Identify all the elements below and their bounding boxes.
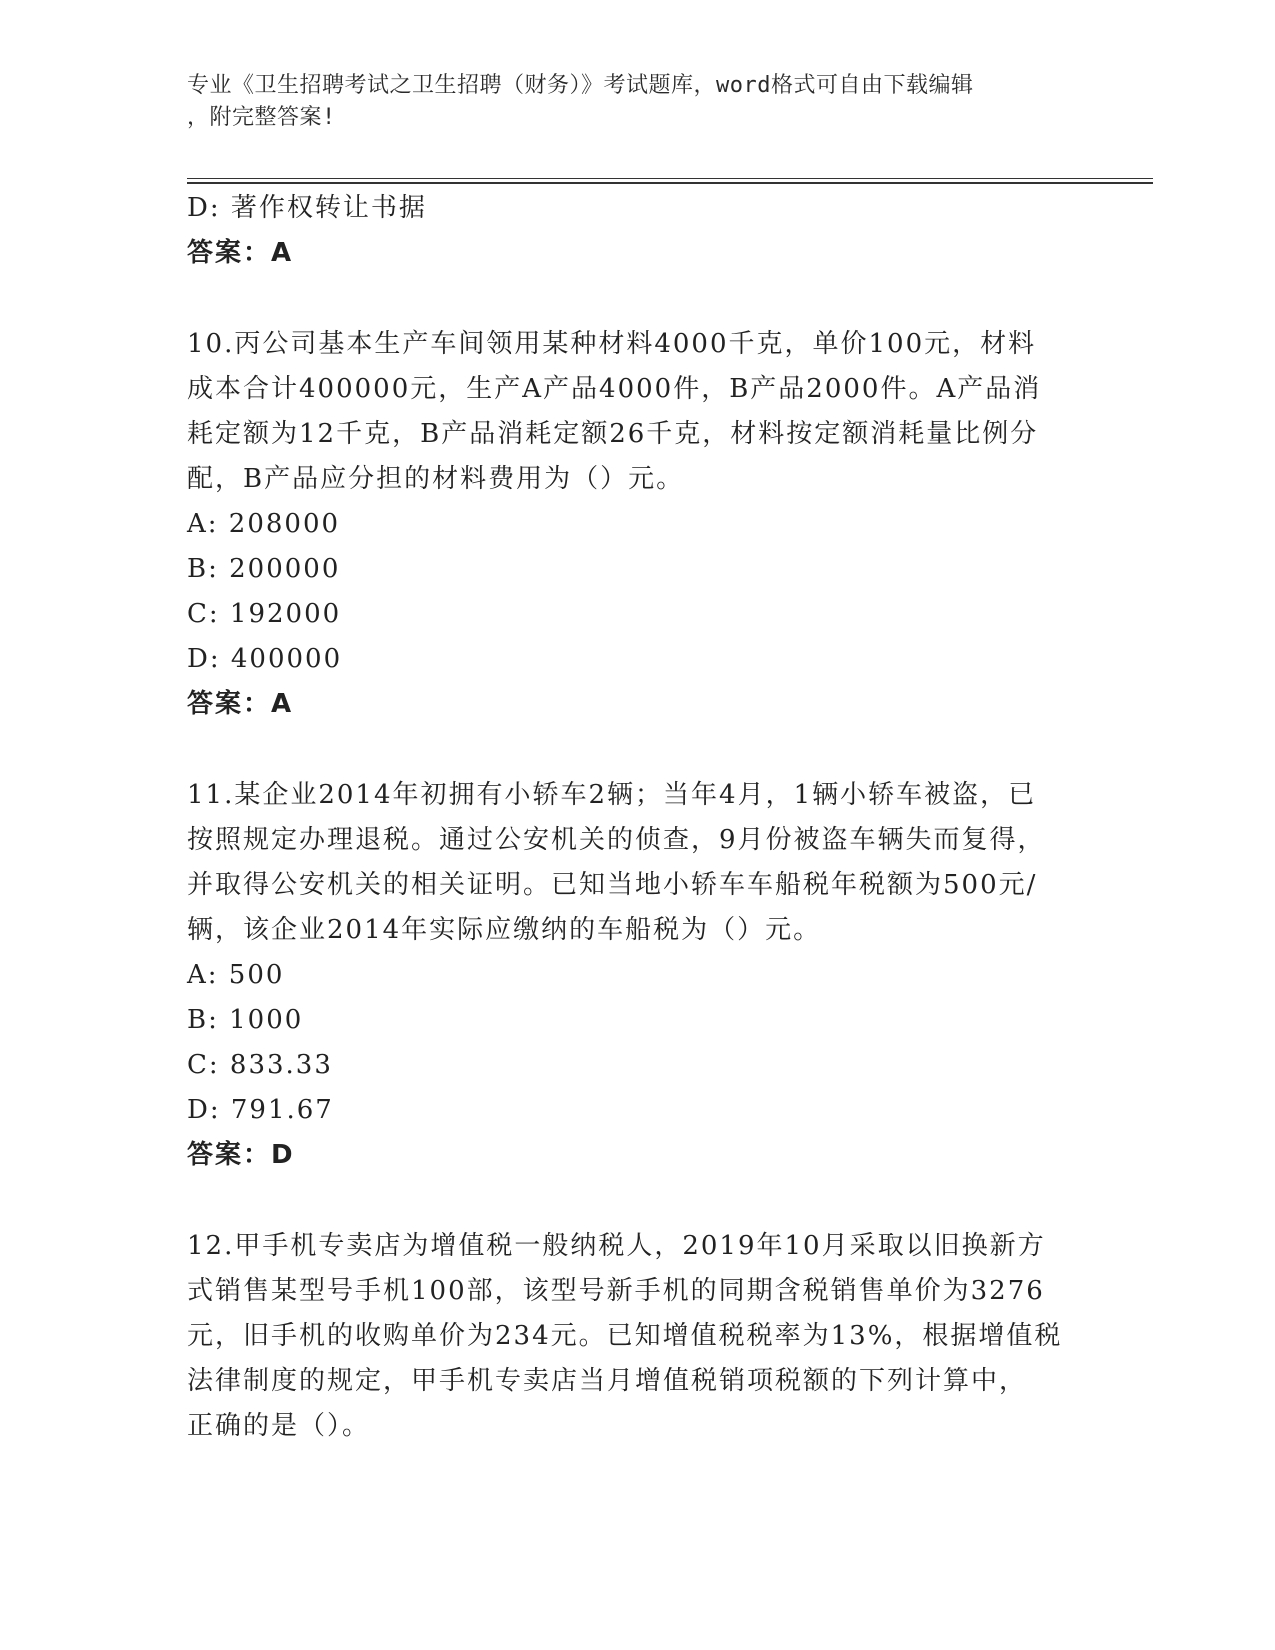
question-10 — [187, 322, 1087, 727]
option-d: D: 791.67 — [187, 1095, 334, 1125]
option-d: D: 400000 — [187, 644, 343, 674]
answer: 答案：D — [187, 1140, 295, 1170]
question-text-line: 法律制度的规定，甲手机专卖店当月增值税销项税额的下列计算中， — [187, 1366, 1028, 1396]
question-text-line: 正确的是（）。 — [187, 1411, 371, 1441]
header-line-1: 专业《卫生招聘考试之卫生招聘（财务）》考试题库，word格式可自由下载编辑 — [187, 73, 974, 98]
question-text-line: 10.丙公司基本生产车间领用某种材料4000千克，单价100元，材料 — [187, 329, 1037, 359]
option-b: B: 1000 — [187, 1005, 304, 1035]
question-text-line: 配，B产品应分担的材料费用为（）元。 — [187, 464, 685, 494]
question-text-line: 成本合计400000元，生产A产品4000件，B产品2000件。A产品消 — [187, 374, 1042, 404]
question-text-line: 耗定额为12千克，B产品消耗定额26千克，材料按定额消耗量比例分 — [187, 419, 1039, 449]
option-c: C: 833.33 — [187, 1050, 333, 1080]
question-12 — [187, 1224, 1087, 1449]
question-text-line: 11.某企业2014年初拥有小轿车2辆；当年4月，1辆小轿车被盗，已 — [187, 780, 1037, 810]
question-text-line: 辆，该企业2014年实际应缴纳的车船税为（）元。 — [187, 915, 822, 945]
prev-answer: 答案：A — [187, 238, 294, 268]
option-a: A: 500 — [187, 960, 285, 990]
question-text-line: 并取得公安机关的相关证明。已知当地小轿车车船税年税额为500元/ — [187, 870, 1038, 900]
option-b: B: 200000 — [187, 554, 341, 584]
question-text-line: 元，旧手机的收购单价为234元。已知增值税税率为13%，根据增值税 — [187, 1321, 1063, 1351]
question-text-line: 12.甲手机专卖店为增值税一般纳税人，2019年10月采取以旧换新方 — [187, 1231, 1046, 1261]
question-11 — [187, 773, 1087, 1178]
prev-option-d: D: 著作权转让书据 — [187, 193, 427, 223]
header-line-2: ，附完整答案! — [187, 105, 336, 130]
document-header — [187, 70, 1087, 134]
header-divider-top — [187, 178, 1153, 179]
option-a: A: 208000 — [187, 509, 341, 539]
header-divider-bottom — [187, 182, 1153, 184]
answer: 答案：A — [187, 689, 294, 719]
question-text-line: 式销售某型号手机100部，该型号新手机的同期含税销售单价为3276 — [187, 1276, 1045, 1306]
question-text-line: 按照规定办理退税。通过公安机关的侦查，9月份被盗车辆失而复得， — [187, 825, 1046, 855]
document-body — [187, 186, 1087, 1449]
option-c: C: 192000 — [187, 599, 342, 629]
